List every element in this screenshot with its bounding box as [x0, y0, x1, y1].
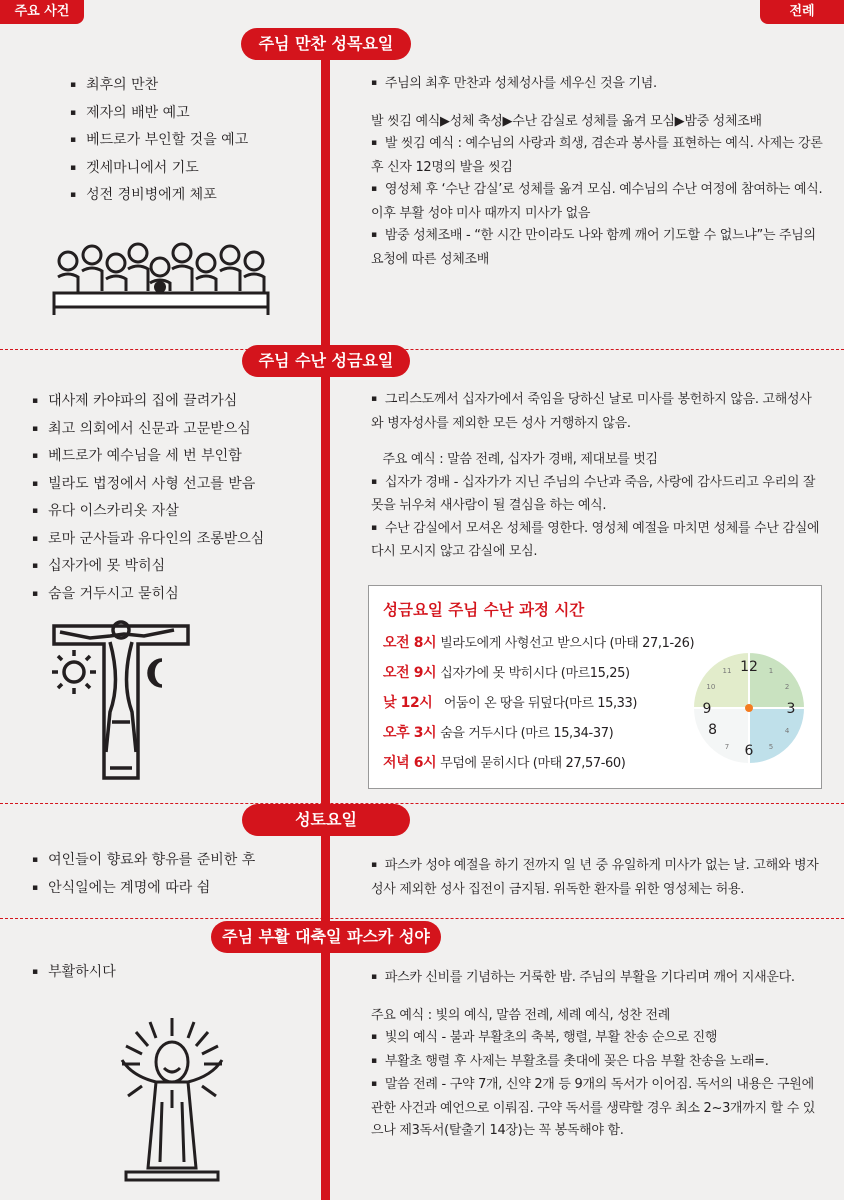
liturgy-easter-vigil	[371, 967, 823, 1143]
timeline-time: 오전 9시	[383, 665, 437, 681]
event-item: ▪ 성전 경비병에게 체포	[70, 183, 248, 211]
events-list-easter-vigil	[32, 960, 116, 988]
clock-number: 3	[786, 701, 796, 717]
events-list-good-friday	[32, 389, 264, 609]
section-divider	[0, 918, 844, 919]
liturgy-paragraph: ▪ 파스카 신비를 기념하는 거룩한 밤. 주님의 부활을 기다리며 깨어 지새운다.	[371, 967, 823, 991]
clock-number: 9	[702, 701, 712, 717]
section-title-easter-vigil: 주님 부활 대축일 파스카 성야	[211, 921, 441, 953]
event-item: ▪ 유다 이스카리옷 자살	[32, 499, 264, 527]
liturgy-heading: 발 씻김 예식▶성체 축성▶수난 감실로 성체를 옮겨 모심▶밤중 성체조배	[371, 113, 762, 129]
event-item: ▪ 부활하시다	[32, 960, 116, 988]
timeline-title: 성금요일 주님 수난 과정 시간	[383, 601, 585, 619]
clock-center	[745, 704, 753, 712]
event-item: ▪ 겟세마니에서 기도	[70, 156, 248, 184]
timeline-spine	[321, 40, 330, 1200]
event-item: ▪ 최고 의회에서 신문과 고문받으심	[32, 417, 264, 445]
good-friday-timeline-box	[368, 585, 822, 789]
events-list-holy-thursday	[70, 73, 248, 211]
liturgy-paragraph: ▪ 발 씻김 예식 : 예수님의 사랑과 희생, 겸손과 봉사를 표현하는 예식. 사제는 강론 후 신자 12명의 발을 씻김	[371, 133, 823, 179]
section-divider	[0, 803, 844, 804]
risen-christ-illustration	[112, 1012, 232, 1184]
clock-sector	[749, 708, 805, 764]
event-item: ▪ 로마 군사들과 유다인의 조롱받으심	[32, 527, 264, 555]
event-item: ▪ 제자의 배반 예고	[70, 101, 248, 129]
clock-number: 6	[744, 743, 754, 759]
event-item-continuation: ▪ 안식일에는 계명에 따라 쉼	[32, 876, 282, 904]
event-item: ▪ 대사제 카야파의 집에 끌려가심	[32, 389, 264, 417]
timeline-event: 빌라도에게 사형선고 받으시다 (마태 27,1-26)	[440, 636, 695, 651]
liturgy-paragraph: ▪ 십자가 경배 - 십자가가 지닌 주님의 수난과 죽음, 사랑에 감사드리고 우리의 잘못을 뉘우쳐 새사람이 될 결심을 하는 예식.	[371, 472, 823, 518]
liturgy-paragraph: ▪ 수난 감실에서 모셔온 성체를 영한다. 영성체 예절을 마치면 성체를 수난 감실에 다시 모시지 않고 감실에 모심.	[371, 518, 823, 564]
timeline-time: 낮 12시	[383, 695, 433, 711]
liturgy-heading: 주요 예식 : 말씀 전례, 십자가 경배, 제대보를 벗김	[371, 452, 658, 467]
clock-number: 1	[768, 666, 774, 675]
clock-diagram	[689, 648, 809, 768]
clock-number: 8	[708, 722, 718, 738]
liturgy-paragraph: ▪ 말씀 전례 - 구약 7개, 신약 2개 등 9개의 독서가 이어짐. 독서의 내용은 구원에 관한 사건과 예언으로 이뤄짐. 구약 독서를 생략할 경우 최소 2~3개까지 할 수 있으나 제3독서(탈출기 14장)는 꼭 봉독해야 함.	[371, 1074, 823, 1143]
event-item: ▪ 십자가에 못 박히심	[32, 554, 264, 582]
clock-number: 2	[784, 683, 790, 691]
event-item: ▪ 최후의 만찬	[70, 73, 248, 101]
clock-number: 10	[706, 683, 716, 691]
timeline-time: 오후 3시	[383, 725, 437, 741]
timeline-row	[383, 632, 694, 652]
liturgy-column-tab: 전례	[760, 0, 844, 24]
section-divider	[0, 349, 844, 350]
timeline-row	[383, 692, 637, 712]
timeline-row	[383, 722, 613, 742]
liturgy-paragraph: ▪ 주님의 최후 만찬과 성체성사를 세우신 것을 기념.	[371, 73, 823, 97]
clock-number: 7	[724, 743, 730, 752]
liturgy-paragraph: ▪ 밤중 성체조배 - “한 시간 만이라도 나와 함께 깨어 기도할 수 없느냐”는 주님의 요청에 따른 성체조배	[371, 225, 823, 271]
timeline-event: 십자가에 못 박히시다 (마르15,25)	[440, 666, 630, 681]
clock-number: 11	[722, 666, 732, 675]
timeline-event: 무덤에 묻히시다 (마태 27,57-60)	[440, 756, 626, 771]
events-list-holy-saturday	[32, 848, 282, 903]
liturgy-holy-thursday	[371, 73, 823, 271]
liturgy-paragraph: ▪ 영성체 후 ‘수난 감실’로 성체를 옮겨 모심. 예수님의 수난 여정에 참여하는 예식. 이후 부활 성야 미사 때까지 미사가 없음	[371, 179, 823, 225]
events-column-tab: 주요 사건	[0, 0, 84, 24]
clock-number: 4	[784, 727, 790, 735]
section-title-holy-thursday: 주님 만찬 성목요일	[241, 28, 411, 60]
event-item: ▪ 베드로가 예수님을 세 번 부인함	[32, 444, 264, 472]
event-item: ▪ 숨을 거두시고 묻히심	[32, 582, 264, 610]
liturgy-good-friday	[371, 389, 823, 564]
section-title-holy-saturday: 성토요일	[242, 804, 410, 836]
last-supper-illustration	[50, 233, 272, 317]
timeline-event: 숨을 거두시다 (마르 15,34-37)	[440, 726, 614, 741]
timeline-time: 저녁 6시	[383, 755, 437, 771]
event-item: ▪ 여인들이 향료와 향유를 준비한 후	[32, 848, 282, 876]
liturgy-heading: 주요 예식 : 빛의 예식, 말씀 전례, 세례 예식, 성찬 전례	[371, 1007, 671, 1023]
clock-number: 12	[740, 659, 758, 675]
liturgy-paragraph: ▪ 빛의 예식 - 불과 부활초의 축복, 행렬, 부활 찬송 순으로 진행	[371, 1027, 823, 1051]
timeline-row	[383, 752, 625, 772]
section-title-good-friday: 주님 수난 성금요일	[242, 345, 410, 377]
event-item: ▪ 베드로가 부인할 것을 예고	[70, 128, 248, 156]
liturgy-paragraph: ▪ 부활초 행렬 후 사제는 부활초를 촛대에 꽂은 다음 부활 찬송을 노래=.	[371, 1051, 823, 1075]
event-item: ▪ 빌라도 법정에서 사형 선고를 받음	[32, 472, 264, 500]
liturgy-holy-saturday	[371, 855, 823, 901]
liturgy-paragraph: ▪ 파스카 성야 예절을 하기 전까지 일 년 중 유일하게 미사가 없는 날. 고해와 병자성사 제외한 성사 집전이 금지됨. 위독한 환자를 위한 영성체는 허용.	[371, 855, 823, 901]
timeline-row	[383, 662, 630, 682]
clock-sector	[693, 708, 749, 764]
timeline-time: 오전 8시	[383, 635, 437, 651]
clock-number: 5	[768, 743, 774, 752]
crucifix-illustration	[50, 612, 192, 782]
timeline-event: 어둠이 온 땅을 뒤덮다(마르 15,33)	[436, 696, 638, 711]
liturgy-paragraph: ▪ 그리스도께서 십자가에서 죽임을 당하신 날로 미사를 봉헌하지 않음. 고해성사와 병자성사를 제외한 모든 성사 거행하지 않음.	[371, 389, 823, 435]
